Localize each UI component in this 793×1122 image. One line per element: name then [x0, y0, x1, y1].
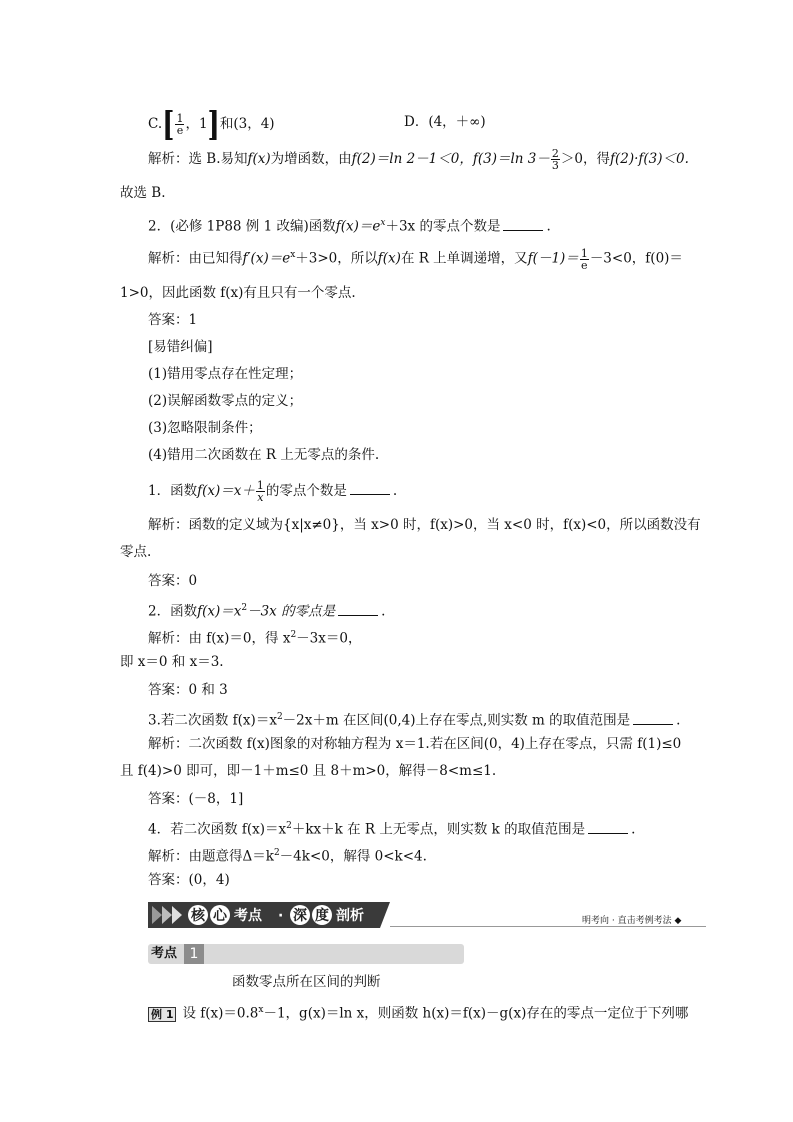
errors-item: (1)错用零点存在性定理；	[148, 366, 303, 382]
option-d: D．(4，＋∞)	[404, 114, 486, 130]
p4-answer: 答案：(0，4)	[148, 872, 230, 888]
banner-char: 核	[191, 908, 205, 924]
option-c-prefix: C.	[148, 116, 163, 132]
q2-analysis: 解析：由已知得$f'(x)=e^x+3>0$，所以f(x)在 R 上单调递增，又f(－1)＝ $\frac{1}{e}$ －3<0，f(0)＝	[148, 246, 683, 272]
q1-fraction: $\frac{2}{3}$	[551, 147, 559, 172]
p2-analysis: 解析：由 f(x)＝0，得 $x^2-3x=0$，	[148, 630, 362, 647]
banner-char: 心	[213, 908, 227, 924]
p2-analysis-line2: 即 x＝0 和 x＝3.	[120, 654, 224, 670]
p3-stem: 3.若二次函数 $f(x)=x^2-2x+m$ 在区间(0,4)上存在零点,则实数 m 的取值范围是 .	[148, 712, 681, 729]
banner-right-text: 明考向 · 直击考例考法 ◆	[582, 916, 682, 926]
option-c	[148, 105, 275, 144]
errors-item: (4)错用二次函数在 R 上无零点的条件.	[148, 447, 380, 463]
q2-fraction: $\frac{1}{e}$	[580, 246, 588, 272]
q1-conclusion: 故选 B.	[120, 185, 166, 201]
banner-char: 深	[293, 908, 307, 924]
diamond-icon: ◆	[674, 916, 682, 926]
p4-stem: 4．若二次函数 $f(x)=x^2+kx+k$ 在 R 上无零点，则实数 k 的取值范围是 .	[148, 821, 636, 838]
p1-analysis: 解析：函数的定义域为{x|x≠0}，当 x>0 时，f(x)>0，当 x<0 时，f(x)<0，所以函数没有	[148, 517, 701, 533]
p3-analysis-line2: 且 f(4)>0 即可，即－1＋m≤0 且 8＋m>0，解得－8<m≤1.	[120, 763, 497, 779]
banner-char: 剖析	[336, 908, 364, 924]
option-c-fraction: $\frac{1}{e}$	[176, 112, 184, 137]
p1-stem: 1．函数f(x)＝x＋ $\frac{1}{x}$ 的零点个数是 .	[148, 479, 398, 504]
example-tag: 例 1	[148, 1007, 176, 1022]
q1-analysis: 解析：选 B.易知f(x)为增函数，由f(2)＝ln 2－1＜0，f(3)＝ln 3－ $\frac{2}{3}$ ＞0，得f(2)·f(3)＜0.	[148, 147, 689, 172]
p1-fraction: $\frac{1}{x}$	[256, 479, 264, 504]
errors-item: (3)忽略限制条件；	[148, 420, 262, 436]
errors-title: [易错纠偏]	[148, 339, 213, 355]
kaodian-label: 考点	[151, 946, 178, 961]
p1-analysis-line2: 零点.	[120, 544, 152, 560]
q2-analysis-line2: 1>0，因此函数 f(x)有且只有一个零点.	[120, 285, 356, 301]
banner-rule	[390, 926, 706, 927]
kaodian-title: 函数零点所在区间的判断	[232, 974, 381, 990]
option-c-suffix: 和(3，4)	[219, 116, 275, 132]
section-banner	[148, 902, 390, 928]
answer-blank	[338, 603, 378, 616]
q2-answer: 答案：1	[148, 312, 198, 328]
p2-answer: 答案：0 和 3	[148, 682, 228, 698]
p3-analysis: 解析：二次函数 f(x)图象的对称轴方程为 x＝1.若在区间(0，4)上存在零点，只需 f(1)≤0	[148, 736, 682, 752]
q2-stem: 2．(必修 1P88 例 1 改编)函数$f(x)=e^x+3x$ 的零点个数是 .	[148, 218, 551, 235]
errors-item: (2)误解函数零点的定义；	[148, 393, 303, 409]
p3-answer: 答案：(－8，1]	[148, 791, 244, 807]
option-c-rest: ，1	[185, 116, 208, 132]
p4-analysis: 解析：由题意得$\Delta=k^2-4k<0$，解得 0<k<4.	[148, 848, 427, 865]
kaodian-number: 1	[184, 944, 204, 964]
answer-blank	[588, 821, 628, 834]
p1-answer: 答案：0	[148, 573, 198, 589]
banner-char: 度	[315, 908, 329, 924]
answer-blank	[503, 218, 543, 231]
example-1: 例 1 设 $f(x)=0.8^x-1$，g(x)＝ln x，则函数 h(x)＝f(x)－g(x)存在的零点一定位于下列哪	[148, 1001, 688, 1023]
answer-blank	[633, 712, 673, 725]
banner-char: 考点	[234, 908, 262, 924]
answer-blank	[350, 482, 390, 495]
bracket-close: ]	[207, 105, 220, 144]
p2-stem: 2．函数$f(x)=x^2-3x$ 的零点是 .	[148, 603, 386, 620]
banner-dot: ·	[278, 908, 284, 924]
bracket-open: [	[162, 105, 175, 144]
